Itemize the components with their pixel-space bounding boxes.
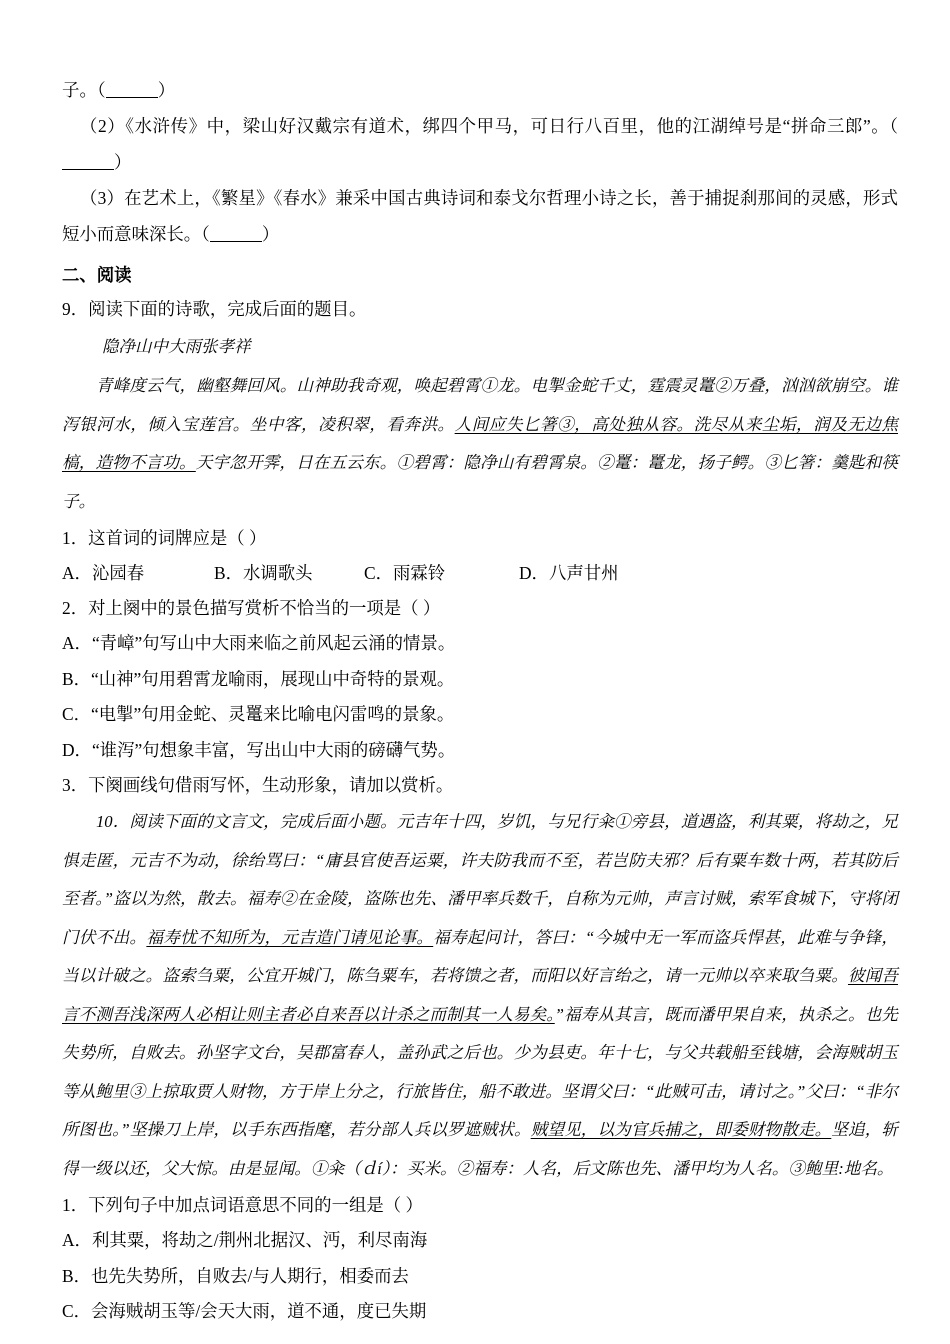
q10-sub1-option-a-text: 利其粟，将劫之/荆州北据汉、沔，利尽南海 xyxy=(91,1230,428,1250)
q10-sub1-option-a[interactable] xyxy=(62,1223,898,1259)
question-9-stem-text: 阅读下面的诗歌，完成后面的题目。 xyxy=(88,299,367,319)
q9-sub2-option-d-label: D． xyxy=(62,739,92,760)
q9-sub2-option-b-label: B． xyxy=(62,668,91,689)
q9-sub2-option-d[interactable] xyxy=(62,733,898,769)
poem-body xyxy=(62,367,898,521)
passage-part-2: 福寿起问计，答曰：“今城中无一军而盗兵悍甚，此难与争锋，当以计破之。盗索刍粟，公宜开城门，陈刍粟车，若将馈之者，而阳以好言绐之，请一元帅以卒来取刍粟。 xyxy=(62,927,899,985)
q9-sub3-stem xyxy=(62,768,898,803)
q9-sub1-option-b-text: 水调歌头 xyxy=(243,563,313,583)
q9-sub2-option-a[interactable] xyxy=(62,626,898,662)
q9-sub3-number: 3． xyxy=(62,775,89,795)
passage-underlined-2: 彼闻吾言不测吾浅深两人必相让则主者必自来吾以计杀之而制其一人易矣。 xyxy=(62,966,899,1024)
q9-sub2-stem xyxy=(62,591,898,626)
q10-sub1-option-a-label: A． xyxy=(62,1230,92,1250)
q10-sub1-option-c[interactable] xyxy=(62,1294,898,1330)
q10-sub1-option-c-text: 会海贼胡玉等/会天大雨，道不通，度已失期 xyxy=(91,1301,427,1321)
q10-sub1-option-b[interactable] xyxy=(62,1259,898,1295)
judgment-item-2-tail: ） xyxy=(114,152,132,172)
answer-blank[interactable] xyxy=(210,227,262,242)
q9-sub2-option-c[interactable] xyxy=(62,697,898,733)
q9-sub1-option-c-text: 雨霖铃 xyxy=(393,563,446,583)
question-9-number: 9． xyxy=(62,299,89,319)
q9-sub2-stem-text: 对上阕中的景色描写赏析不恰当的一项是（ ） xyxy=(88,598,441,618)
q9-sub2-option-a-label: A． xyxy=(62,633,92,653)
judgment-item-2 xyxy=(62,108,898,180)
q9-sub1-option-a-label: A． xyxy=(62,563,92,583)
top-fragment-tail: ） xyxy=(157,80,176,100)
passage-part-3: ”福寿从其言，既而潘甲果自来，执杀之。也先失势所，自败去。孙坚字文台，吴郡富春人，盖孙武之后也。少为县吏。年十七，与父共载船至钱塘，会海贼胡玉等从鲍里③上掠取贾人财物，方于岸上分之，行旅皆住，船不敢进。坚谓父曰：“此贼可击，请讨之。”父曰：“非尔所图也。”坚操刀上岸，以手东西指麾，若分部人兵以罗遮贼状。 xyxy=(62,1004,899,1139)
poem-part-2: 天宇忽开霁，日在五云东。 xyxy=(195,453,397,472)
q9-sub1-option-b[interactable] xyxy=(214,556,364,591)
judgment-item-3-text: 在艺术上，《繁星》《春水》兼采中国古典诗词和泰戈尔哲理小诗之长，善于捕捉刹那间的灵感，形式短小而意味深长。（ xyxy=(62,188,898,244)
poem-part-1: 青峰度云气，幽壑舞回风。山神助我奇观，唤起碧霄①龙。电掣金蛇千丈，霆震灵鼍②万叠，汹汹欲崩空。谁泻银河水，倾入宝莲宫。坐中客，凌积翠，看奔洪。 xyxy=(62,376,898,434)
q9-sub1-option-d[interactable] xyxy=(519,556,619,591)
q9-sub2-option-b-text: “山神”句用碧霄龙喻雨，展现山中奇特的景观。 xyxy=(91,668,455,689)
answer-blank[interactable] xyxy=(106,83,158,98)
question-10-block xyxy=(62,803,898,1188)
q9-sub2-option-d-text: “谁泻”句想象丰富，写出山中大雨的磅礴气势。 xyxy=(91,739,456,760)
passage-underlined-1: 福寿忧不知所为，元吉造门请见论事。 xyxy=(146,927,434,947)
q9-sub2-option-a-text: “青嶂”句写山中大雨来临之前风起云涌的情景。 xyxy=(91,633,456,653)
poem-notes: ①碧霄：隐净山有碧霄泉。②鼍：鼍龙，扬子鳄。③匕箸：羹匙和筷子。 xyxy=(62,453,898,511)
q9-sub1-option-d-label: D． xyxy=(519,563,549,583)
q9-sub1-option-b-label: B． xyxy=(214,563,243,583)
q9-sub1-option-a-text: 沁园春 xyxy=(91,563,145,583)
poem-underlined-passage: 人间应失匕箸③，高处独从容。洗尽从来尘垢，润及无边焦槁，造物不言功。 xyxy=(62,414,899,472)
passage-notes: ①籴（ｄí）：买米。②福寿：人名，后文陈也先、潘甲均为人名。③鲍里:地名。 xyxy=(310,1158,894,1178)
q9-sub1-option-a[interactable] xyxy=(62,556,214,591)
q9-sub1-option-c[interactable] xyxy=(364,556,519,591)
q10-sub1-option-c-label: C． xyxy=(62,1301,91,1321)
q10-sub1-option-b-label: B． xyxy=(62,1265,91,1286)
top-fragment-line xyxy=(62,72,898,108)
q9-sub3-stem-text: 下阕画线句借雨写怀，生动形象，请加以赏析。 xyxy=(88,775,454,795)
q9-sub2-option-c-text: “电掣”句用金蛇、灵鼍来比喻电闪雷鸣的景象。 xyxy=(91,704,455,724)
passage-part-4: 坚追，斩得一级以还，父大惊。由是显闻。 xyxy=(62,1120,898,1178)
q10-sub1-number: 1． xyxy=(62,1195,89,1215)
judgment-item-3 xyxy=(62,180,898,252)
q9-sub1-number: 1． xyxy=(62,528,89,548)
q9-sub1-option-c-label: C． xyxy=(364,563,393,583)
question-10-stem-text: 阅读下面的文言文，完成后面小题。 xyxy=(129,812,397,831)
q9-sub2-number: 2． xyxy=(62,598,89,618)
question-9-stem xyxy=(62,292,898,327)
q9-sub2-option-b[interactable] xyxy=(62,662,898,698)
judgment-item-2-text: 《水浒传》中，梁山好汉戴宗有道术，绑四个甲马，可日行八百里，他的江湖绰号是“拼命三郎”。（ xyxy=(125,116,898,136)
q9-sub2-option-c-label: C． xyxy=(62,704,91,724)
q9-sub1-stem-text: 这首词的词牌应是（ ） xyxy=(88,528,267,548)
q9-sub1-options xyxy=(62,556,898,591)
top-fragment-text: 子。（ xyxy=(62,80,106,100)
judgment-item-3-number: （3） xyxy=(80,188,125,208)
q9-sub1-stem xyxy=(62,521,898,556)
question-10-number: 10． xyxy=(96,812,130,831)
passage-part-1: 元吉年十四，岁饥，与兄行籴①旁县，道遇盗，利其粟，将劫之，兄惧走匿，元吉不为动，徐绐骂曰：“庸县官使吾运粟，许夫防我而不至，若岂防夫邪？后有粟车数十两，若其防后至者。”盗以为然，散去。福寿②在金陵，盗陈也先、潘甲率兵数千，自称为元帅，声言讨贼，索军食城下，守将闭门伏不出。 xyxy=(62,812,899,947)
passage-underlined-3: 贼望见，以为官兵捕之，即委财物散走。 xyxy=(530,1120,832,1139)
q10-sub1-stem-text: 下列句子中加点词语意思不同的一组是（ ） xyxy=(88,1195,423,1215)
judgment-item-3-tail: ） xyxy=(261,224,280,244)
section-heading-reading: 二、阅读 xyxy=(62,265,132,285)
q9-sub1-option-d-text: 八声甘州 xyxy=(548,563,619,583)
q10-sub1-option-b-text: 也先失势所，自败去/与人期行，相委而去 xyxy=(91,1265,409,1286)
answer-blank[interactable] xyxy=(62,155,114,170)
judgment-item-2-number: （2） xyxy=(80,116,126,136)
q10-sub1-stem xyxy=(62,1188,898,1223)
poem-title: 隐净山中大雨张孝祥 xyxy=(102,337,251,356)
